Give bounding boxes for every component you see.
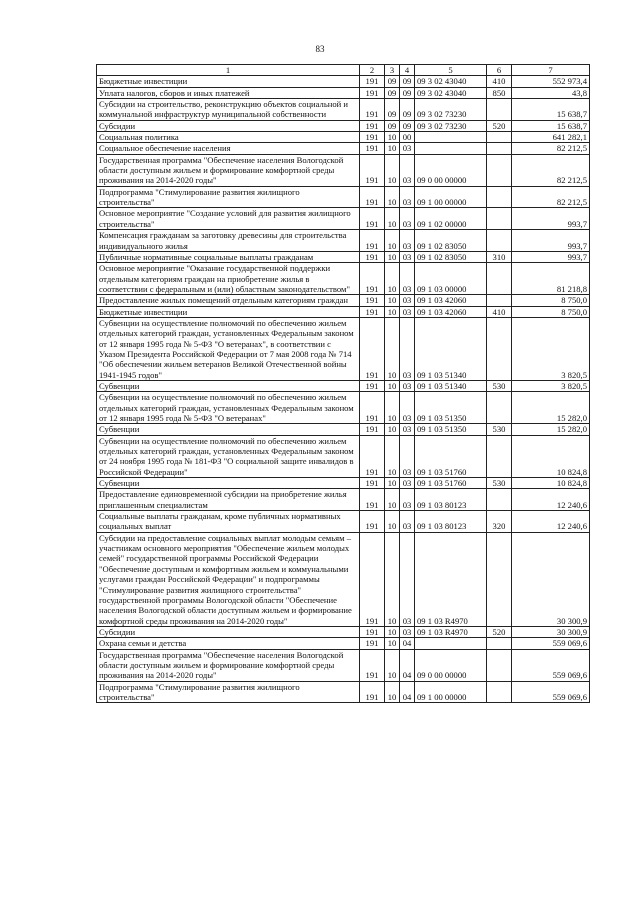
target-article-code: 09 3 02 73230 [415,120,487,131]
expense-type-code [487,186,512,208]
item-name: Субсидии [97,120,360,131]
amount: 30 300,9 [512,532,590,626]
target-article-code: 09 1 03 42060 [415,295,487,306]
expense-type-code: 520 [487,120,512,131]
item-name: Субвенции [97,424,360,435]
subsection-code: 09 [400,99,415,121]
section-code: 10 [385,143,400,154]
subsection-code: 09 [400,76,415,87]
section-code: 10 [385,154,400,186]
section-code: 10 [385,392,400,424]
subsection-code: 03 [400,626,415,637]
section-code: 10 [385,186,400,208]
admin-code: 191 [360,392,385,424]
target-article-code: 09 0 00 00000 [415,649,487,681]
subsection-code: 03 [400,306,415,317]
amount: 10 824,8 [512,478,590,489]
admin-code: 191 [360,208,385,230]
subsection-code: 03 [400,380,415,391]
item-name: Государственная программа "Обеспечение населения Вологодской области доступным жильем и формирование комфортной среды проживания на 2014-2020 годы" [97,154,360,186]
target-article-code: 09 0 00 00000 [415,154,487,186]
table-row [97,511,590,533]
item-name: Охрана семьи и детства [97,638,360,649]
admin-code: 191 [360,317,385,380]
admin-code: 191 [360,87,385,98]
expense-type-code [487,681,512,703]
subsection-code: 04 [400,649,415,681]
table-row [97,143,590,154]
item-name: Уплата налогов, сборов и иных платежей [97,87,360,98]
item-name: Компенсация гражданам за заготовку древесины для строительства индивидуального жилья [97,230,360,252]
amount: 559 069,6 [512,681,590,703]
subsection-code: 09 [400,120,415,131]
amount: 30 300,9 [512,626,590,637]
amount: 3 820,5 [512,317,590,380]
table-row [97,380,590,391]
section-code: 10 [385,681,400,703]
subsection-code: 03 [400,435,415,477]
section-code: 10 [385,208,400,230]
expense-type-code: 520 [487,626,512,637]
section-code: 10 [385,424,400,435]
table-row [97,681,590,703]
subsection-code: 03 [400,143,415,154]
target-article-code: 09 1 00 00000 [415,681,487,703]
table-row [97,99,590,121]
subsection-code: 03 [400,230,415,252]
target-article-code: 09 1 03 R4970 [415,626,487,637]
admin-code: 191 [360,424,385,435]
item-name: Социальное обеспечение населения [97,143,360,154]
table-row [97,306,590,317]
section-code: 10 [385,638,400,649]
target-article-code: 09 1 03 42060 [415,306,487,317]
admin-code: 191 [360,154,385,186]
expense-type-code [487,392,512,424]
subsection-code: 03 [400,392,415,424]
table-row [97,251,590,262]
target-article-code: 09 1 03 R4970 [415,532,487,626]
subsection-code: 03 [400,489,415,511]
admin-code: 191 [360,143,385,154]
amount: 559 069,6 [512,638,590,649]
admin-code: 191 [360,435,385,477]
item-name: Предоставление жилых помещений отдельным категориям граждан [97,295,360,306]
table-row [97,230,590,252]
amount: 993,7 [512,208,590,230]
target-article-code: 09 1 03 51760 [415,478,487,489]
expense-type-code: 850 [487,87,512,98]
expense-type-code: 320 [487,511,512,533]
admin-code: 191 [360,626,385,637]
expense-type-code: 410 [487,76,512,87]
expense-type-code: 310 [487,251,512,262]
amount: 641 282,1 [512,132,590,143]
admin-code: 191 [360,638,385,649]
item-name: Предоставление единовременной субсидии на приобретение жилья приглашенным специалистам [97,489,360,511]
target-article-code: 09 1 03 80123 [415,511,487,533]
admin-code: 191 [360,478,385,489]
admin-code: 191 [360,120,385,131]
column-header: 3 [385,65,400,76]
subsection-code: 04 [400,681,415,703]
subsection-code: 03 [400,263,415,295]
section-code: 10 [385,626,400,637]
admin-code: 191 [360,511,385,533]
item-name: Социальные выплаты гражданам, кроме публичных нормативных социальных выплат [97,511,360,533]
target-article-code: 09 1 03 51340 [415,317,487,380]
item-name: Государственная программа "Обеспечение населения Вологодской области доступным жильем и формирование комфортной среды проживания на 2014-2020 годы" [97,649,360,681]
amount: 8 750,0 [512,306,590,317]
expense-type-code [487,317,512,380]
subsection-code: 03 [400,532,415,626]
section-code: 10 [385,380,400,391]
admin-code: 191 [360,306,385,317]
target-article-code [415,132,487,143]
amount: 81 218,8 [512,263,590,295]
amount: 15 638,7 [512,99,590,121]
expense-type-code: 410 [487,306,512,317]
expense-type-code [487,295,512,306]
table-row [97,638,590,649]
expense-type-code [487,649,512,681]
expense-type-code: 530 [487,478,512,489]
column-header: 6 [487,65,512,76]
item-name: Бюджетные инвестиции [97,76,360,87]
table-row [97,132,590,143]
section-code: 10 [385,230,400,252]
item-name: Субсидии на предоставление социальных выплат молодым семьям – участникам основного мероприятия "Обеспечение жильем молодых семей" государственной программы Российской Федерации "Обеспечение доступным и комфортным жильем и коммунальными услугами граждан Российской Федерации" и подпрограммы "Стимулирование развития жилищного строительства" государственной программы Вологодской области "Обеспечение населения Вологодской области доступным жильем и формирование комфортной среды проживания на 2014-2020 годы" [97,532,360,626]
item-name: Основное мероприятие "Создание условий для развития жилищного строительства" [97,208,360,230]
admin-code: 191 [360,76,385,87]
expense-type-code [487,489,512,511]
table-row [97,263,590,295]
item-name: Подпрограмма "Стимулирование развития жилищного строительства" [97,186,360,208]
item-name: Публичные нормативные социальные выплаты гражданам [97,251,360,262]
subsection-code: 00 [400,132,415,143]
item-name: Субвенции [97,380,360,391]
item-name: Субсидии [97,626,360,637]
amount: 82 212,5 [512,143,590,154]
section-code: 09 [385,99,400,121]
expense-type-code [487,143,512,154]
table-row [97,186,590,208]
column-header: 1 [97,65,360,76]
target-article-code: 09 1 02 83050 [415,251,487,262]
section-code: 10 [385,532,400,626]
table-row [97,295,590,306]
section-code: 10 [385,478,400,489]
table-row [97,435,590,477]
subsection-code: 09 [400,87,415,98]
subsection-code: 03 [400,478,415,489]
expense-type-code [487,230,512,252]
admin-code: 191 [360,99,385,121]
subsection-code: 03 [400,424,415,435]
admin-code: 191 [360,251,385,262]
table-row [97,532,590,626]
expense-type-code [487,638,512,649]
subsection-code: 04 [400,638,415,649]
table-row [97,424,590,435]
expense-type-code [487,208,512,230]
target-article-code: 09 1 03 51760 [415,435,487,477]
expense-type-code [487,99,512,121]
target-article-code: 09 1 03 51350 [415,424,487,435]
admin-code: 191 [360,532,385,626]
table-row [97,649,590,681]
target-article-code: 09 1 02 83050 [415,230,487,252]
expense-type-code [487,435,512,477]
item-name: Субвенции [97,478,360,489]
item-name: Подпрограмма "Стимулирование развития жилищного строительства" [97,681,360,703]
section-code: 09 [385,120,400,131]
expense-type-code [487,532,512,626]
target-article-code: 09 1 03 51340 [415,380,487,391]
column-header: 5 [415,65,487,76]
amount: 15 282,0 [512,424,590,435]
section-code: 10 [385,132,400,143]
admin-code: 191 [360,186,385,208]
section-code: 10 [385,489,400,511]
amount: 993,7 [512,251,590,262]
section-code: 10 [385,263,400,295]
section-code: 10 [385,306,400,317]
column-header: 2 [360,65,385,76]
table-row [97,208,590,230]
item-name: Субвенции на осуществление полномочий по обеспечению жильем отдельных категорий граждан, установленных Федеральным законом от 12 января 1995 года № 5-ФЗ "О ветеранах" [97,392,360,424]
subsection-code: 03 [400,251,415,262]
amount: 82 212,5 [512,154,590,186]
expense-type-code [487,132,512,143]
table-row [97,489,590,511]
budget-table [96,64,590,703]
target-article-code: 09 3 02 43040 [415,76,487,87]
item-name: Основное мероприятие "Оказание государственной поддержки отдельным категориям граждан на приобретение жилья в соответствии с федеральным и (или) областным законодательством" [97,263,360,295]
table-row [97,317,590,380]
target-article-code: 09 3 02 43040 [415,87,487,98]
section-code: 10 [385,649,400,681]
table-row [97,478,590,489]
admin-code: 191 [360,380,385,391]
expense-type-code: 530 [487,380,512,391]
target-article-code: 09 3 02 73230 [415,99,487,121]
admin-code: 191 [360,681,385,703]
item-name: Социальная политика [97,132,360,143]
table-row [97,76,590,87]
subsection-code: 03 [400,186,415,208]
section-code: 09 [385,87,400,98]
target-article-code: 09 1 03 80123 [415,489,487,511]
table-body [97,65,590,703]
expense-type-code: 530 [487,424,512,435]
item-name: Субвенции на осуществление полномочий по обеспечению жильем отдельных категорий граждан, установленных Федеральным законом от 12 января 1995 года № 5-ФЗ "О ветеранах", в соответствии с Указом Президента Российской Федерации от 7 мая 2008 года № 714 "Об обеспечении жильем ветеранов Великой Отечественной войны 1941-1945 годов" [97,317,360,380]
section-code: 10 [385,435,400,477]
admin-code: 191 [360,230,385,252]
target-article-code: 09 1 03 00000 [415,263,487,295]
page-number: 83 [315,44,325,54]
amount: 15 638,7 [512,120,590,131]
column-header: 7 [512,65,590,76]
section-code: 10 [385,317,400,380]
item-name: Субсидии на строительство, реконструкцию объектов социальной и коммунальной инфраструктур муниципальной собственности [97,99,360,121]
target-article-code: 09 1 03 51350 [415,392,487,424]
amount: 15 282,0 [512,392,590,424]
amount: 3 820,5 [512,380,590,391]
subsection-code: 03 [400,511,415,533]
section-code: 10 [385,295,400,306]
admin-code: 191 [360,295,385,306]
table-row [97,626,590,637]
section-code: 10 [385,511,400,533]
item-name: Бюджетные инвестиции [97,306,360,317]
expense-type-code [487,263,512,295]
target-article-code: 09 1 02 00000 [415,208,487,230]
admin-code: 191 [360,489,385,511]
amount: 552 973,4 [512,76,590,87]
admin-code: 191 [360,649,385,681]
amount: 10 824,8 [512,435,590,477]
item-name: Субвенции на осуществление полномочий по обеспечению жильем отдельных категорий граждан, установленных Федеральным законом от 24 ноября 1995 года № 181-ФЗ "О социальной защите инвалидов в Российской Федерации" [97,435,360,477]
amount: 12 240,6 [512,511,590,533]
amount: 12 240,6 [512,489,590,511]
target-article-code [415,143,487,154]
amount: 43,8 [512,87,590,98]
section-code: 10 [385,251,400,262]
amount: 559 069,6 [512,649,590,681]
amount: 82 212,5 [512,186,590,208]
subsection-code: 03 [400,154,415,186]
table-row [97,120,590,131]
subsection-code: 03 [400,208,415,230]
table-row [97,154,590,186]
table-row [97,392,590,424]
table-header-row [97,65,590,76]
amount: 993,7 [512,230,590,252]
table-row [97,87,590,98]
subsection-code: 03 [400,317,415,380]
amount: 8 750,0 [512,295,590,306]
subsection-code: 03 [400,295,415,306]
admin-code: 191 [360,263,385,295]
section-code: 09 [385,76,400,87]
target-article-code: 09 1 00 00000 [415,186,487,208]
expense-type-code [487,154,512,186]
admin-code: 191 [360,132,385,143]
column-header: 4 [400,65,415,76]
target-article-code [415,638,487,649]
